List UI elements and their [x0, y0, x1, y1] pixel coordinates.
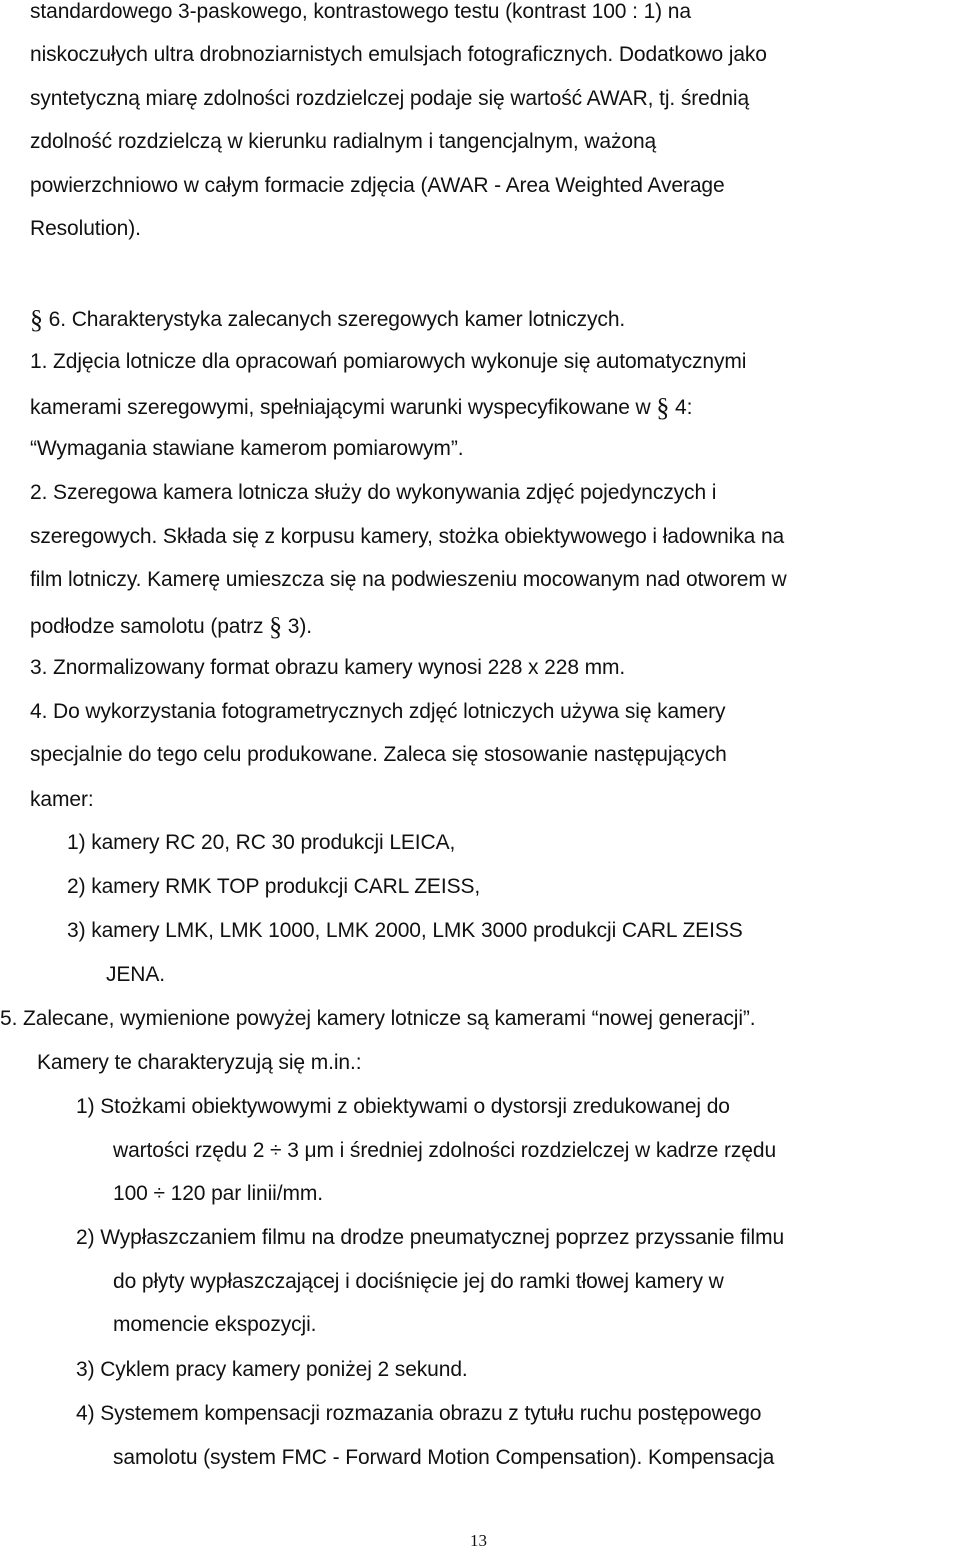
- line-text: 3) kamery LMK, LMK 1000, LMK 2000, LMK 3000 produkcji CARL ZEISS: [67, 919, 743, 942]
- line-text: kamerami szeregowymi, spełniającymi warunki wyspecyfikowane w: [30, 396, 651, 419]
- line-text: samolotu (system FMC - Forward Motion Compensation). Kompensacja: [113, 1446, 775, 1469]
- line-text: 1. Zdjęcia lotnicze dla opracowań pomiarowych wykonuje się automatycznymi: [30, 350, 747, 373]
- line-text: Kamery te charakteryzują się m.in.:: [37, 1051, 362, 1074]
- text-line: [67, 875, 480, 899]
- line-text: podłodze samolotu (patrz: [30, 615, 264, 638]
- line-text: standardowego 3-paskowego, kontrastowego testu (kontrast 100 : 1) na: [30, 0, 691, 23]
- section-reference: 4:: [669, 396, 693, 419]
- section-sign-icon: §: [30, 305, 43, 334]
- text-line: [30, 217, 141, 241]
- text-line: [113, 1446, 774, 1470]
- text-line: [113, 1270, 724, 1294]
- text-line: [30, 43, 767, 67]
- text-line: [30, 656, 625, 680]
- text-line: [30, 525, 784, 549]
- section-sign-icon: §: [656, 393, 670, 422]
- text-line: [113, 1182, 323, 1206]
- line-text: 3) Cyklem pracy kamery poniżej 2 sekund.: [76, 1358, 468, 1381]
- section-reference: 3).: [282, 615, 313, 638]
- text-line: [113, 1139, 776, 1163]
- text-line: [113, 1313, 316, 1337]
- line-text: 100 ÷ 120 par linii/mm.: [113, 1182, 323, 1205]
- line-text: szeregowych. Składa się z korpusu kamery, stożka obiektywowego i ładownika na: [30, 525, 785, 548]
- text-line: [30, 568, 787, 592]
- text-line: [76, 1358, 468, 1382]
- text-line: [67, 831, 455, 855]
- line-text: 4. Do wykorzystania fotogrametrycznych zdjęć lotniczych używa się kamery: [30, 700, 726, 723]
- page-number: 13: [470, 1531, 487, 1550]
- text-line: [76, 1226, 784, 1250]
- line-text: 3. Znormalizowany format obrazu kamery wynosi 228 x 228 mm.: [30, 656, 626, 679]
- text-line: [30, 700, 725, 724]
- text-line: [30, 481, 716, 505]
- line-text: powierzchniowo w całym formacie zdjęcia (AWAR - Area Weighted Average: [30, 174, 725, 197]
- line-text: momencie ekspozycji.: [113, 1313, 317, 1336]
- text-line: [76, 1095, 730, 1119]
- line-text: kamer:: [30, 788, 94, 811]
- line-text: Resolution).: [30, 217, 141, 240]
- section-sign-icon: §: [269, 612, 283, 641]
- line-text: do płyty wypłaszczającej i dociśnięcie jej do ramki tłowej kamery w: [113, 1270, 724, 1293]
- line-text: 2. Szeregowa kamera lotnicza służy do wykonywania zdjęć pojedynczych i: [30, 481, 717, 504]
- text-line: [30, 613, 312, 639]
- line-text: 1) Stożkami obiektywowymi z obiektywami o dystorsji zredukowanej do: [76, 1095, 730, 1118]
- line-text: 2) Wypłaszczaniem filmu na drodze pneumatycznej poprzez przyssanie filmu: [76, 1226, 785, 1249]
- line-text: JENA.: [106, 963, 166, 986]
- text-line: [37, 1051, 361, 1075]
- line-text: 4) Systemem kompensacji rozmazania obrazu z tytułu ruchu postępowego: [76, 1402, 762, 1425]
- text-line: [67, 919, 743, 943]
- text-line: [106, 963, 165, 987]
- text-line: [30, 87, 749, 111]
- line-text: film lotniczy. Kamerę umieszcza się na podwieszeniu mocowanym nad otworem w: [30, 568, 787, 591]
- text-line: [30, 788, 94, 812]
- line-text: “Wymagania stawiane kamerom pomiarowym”.: [30, 437, 464, 460]
- line-text: 2) kamery RMK TOP produkcji CARL ZEISS,: [67, 875, 481, 898]
- line-text: 5. Zalecane, wymienione powyżej kamery lotnicze są kamerami “nowej generacji”.: [0, 1007, 756, 1030]
- text-line: [76, 1402, 761, 1426]
- line-text: syntetyczną miarę zdolności rozdzielczej podaje się wartość AWAR, tj. średnią: [30, 87, 750, 110]
- text-line: [30, 0, 691, 24]
- text-line: [30, 130, 656, 154]
- text-line: [30, 743, 727, 767]
- text-line: [0, 1007, 756, 1031]
- line-text: 1) kamery RC 20, RC 30 produkcji LEICA,: [67, 831, 456, 854]
- line-text: wartości rzędu 2 ÷ 3 μm i średniej zdolności rozdzielczej w kadrze rzędu: [113, 1139, 777, 1162]
- text-line: [30, 306, 625, 332]
- text-line: [30, 174, 725, 198]
- line-text: zdolność rozdzielczą w kierunku radialnym i tangencjalnym, ważoną: [30, 130, 657, 153]
- text-line: [30, 437, 463, 461]
- line-text: 6. Charakterystyka zalecanych szeregowych kamer lotniczych.: [42, 308, 626, 331]
- line-text: specjalnie do tego celu produkowane. Zaleca się stosowanie następujących: [30, 743, 727, 766]
- text-line: [30, 394, 692, 420]
- text-line: [30, 350, 746, 374]
- line-text: niskoczułych ultra drobnoziarnistych emulsjach fotograficznych. Dodatkowo jako: [30, 43, 767, 66]
